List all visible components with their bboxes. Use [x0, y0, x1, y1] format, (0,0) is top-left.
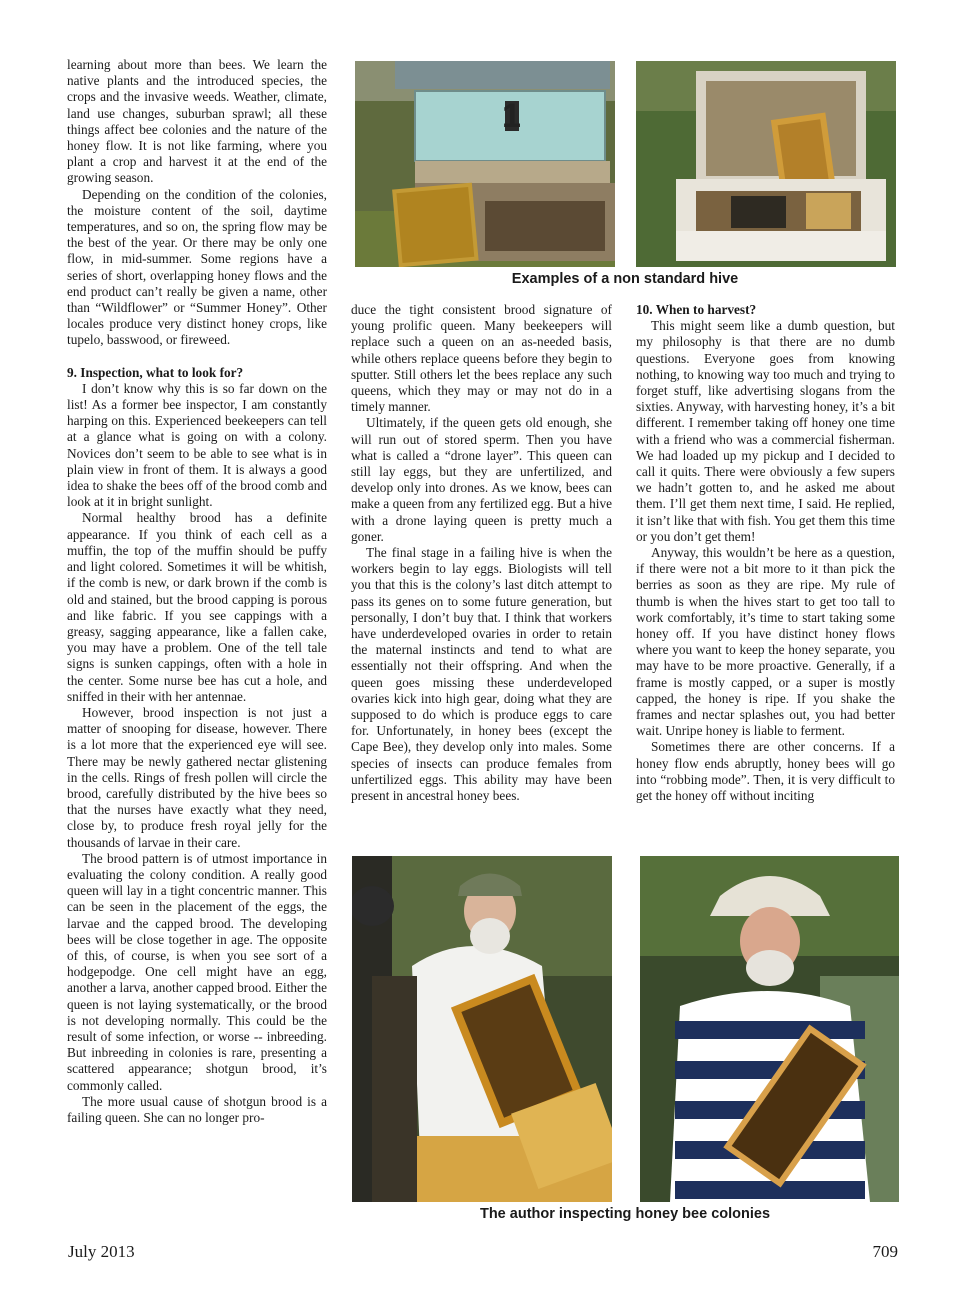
paragraph: Normal healthy brood has a definite appearance. If you think of each cell as a muffin, the top of the muffin should be puffy and light colored. Sometimes it will be whitish, if the comb is new, or dark brown if the comb is old and stained, but the brood capping is porous and like fabric. If you see cappings with a greasy, sagging appearance, like a fallen cake, you may have a problem. One of the tell tale signs is sunken cappings, often with a hole in the center. Some nurse bee has cut a hole, and sniffed in their with her antennae.	[67, 510, 327, 704]
paragraph: Anyway, this wouldn’t be here as a question, if there were not a bit more to it than pick the berries as soon as they are ripe. My rule of thumb is when the hives start to get too tall to work comfortably, it’s time to start taking some honey off. If you have distinct honey flows where you want to keep the honey separate, you may have to be more proactive. Generally, if a frame is mostly capped, or a super is mostly capped, the honey is ripe. If you shake the frames and nectar splashes out, you had better wait. Unripe honey is liable to ferment.	[636, 545, 895, 739]
paragraph: The brood pattern is of utmost importance in evaluating the colony condition. A really good queen will lay in a tight concentric manner. This can be seen in the placement of the eggs, the larvae and the capped brood. The developing bees will be close together in age. The opposite of this, of course, is when you see sort of a hodgepodge. One cell might have an egg, another a larva, another capped brood. Either the queen is not laying systematically, or the brood is not developing normally. This could be the result of some infection, or worse -- inbreeding. But inbreeding in colonies is rare, presenting a scattered appearance; shotgun brood, it’s commonly called.	[67, 850, 327, 1093]
article-column-2	[351, 302, 612, 804]
hive-number-label: 1	[502, 97, 521, 135]
paragraph: However, brood inspection is not just a matter of snooping for disease, however. There is a lot more that the experienced eye will see. There may be newly gathered nectar glistening in the cells. Rings of fresh pollen will circle the brood, carefully distributed by the hive bees so that the nurses have exactly what they need, close by, to produce fresh royal jelly for the thousands of larvae in their care.	[67, 704, 327, 850]
photo-author-striped-shirt	[640, 856, 899, 1202]
caption-bottom: The author inspecting honey bee colonies	[479, 1206, 771, 1222]
photo-hive-numbered	[355, 61, 615, 267]
section-heading-inspection: 9. Inspection, what to look for?	[67, 364, 244, 380]
paragraph: The final stage in a failing hive is when the workers begin to lay eggs. Biologists will tell you that this is the colony’s last ditch attempt to pass its genes on to some future generation, but personally, I don’t buy that. I think that workers have underdeveloped ovaries in order to retain the maternal instincts and tend to what are essentially not their offspring. And when the queen goes missing these underdeveloped ovaries kick into high gear, doing what they are supposed to do which is produce eggs to care for. Unfortunately, in honey bees (except the Cape Bee), they develop only into males. Some species of insects can produce females from unfertilized eggs. This ability may have been present in ancestral honey bees.	[351, 545, 612, 804]
paragraph: The more usual cause of shotgun brood is a failing queen. She can no longer pro-	[67, 1093, 327, 1125]
paragraph: duce the tight consistent brood signature of young prolific queen. Many beekeepers will replace such a queen on an as-needed basis, while others replace queens before they begin to sputter. Still others let the bees replace any such queens, which they may or may not do in a timely manner.	[351, 302, 612, 415]
photo-author-inspecting-frame	[352, 856, 612, 1202]
section-heading-harvest: 10. When to harvest?	[636, 302, 757, 317]
footer-page-number: 709	[872, 1242, 898, 1261]
paragraph: Depending on the condition of the colonies, the moisture content of the soil, daytime temperatures, and so on, the spring flow may be the best of the year. Or there may be only one flow, in mid-summer. Some regions have a series of short, overlapping honey flows and the end product can’t really be given a name, other than “Wildflower” or “Summer Honey”. Other locales produce very distinct honey crops, like tupelo, basswood, or fireweed.	[67, 186, 327, 348]
caption-top: Examples of a non standard hive	[511, 271, 739, 287]
paragraph: Sometimes there are other concerns. If a honey flow ends abruptly, honey bees will go into “robbing mode”. Then, it is very difficult to get the honey off without inciting	[636, 739, 895, 804]
article-column-1	[67, 57, 327, 1126]
paragraph: Ultimately, if the queen gets old enough, she will run out of stored sperm. Then you have what is called a “drone layer”. This queen can still lay eggs, but they are unfertilized, and develop only into drones. As we know, bees can make a queen from any fertilized egg. But a hive with a drone laying queen is pretty much a goner.	[351, 415, 612, 544]
paragraph: learning about more than bees. We learn the native plants and the introduced species, the crops and the invasive weeds. Weather, climate, land use changes, suburban sprawl; all these things affect bee colonies and the nature of the honey flow. It is not like farming, where you plant a crop and harvest it at the end of the growing season.	[67, 57, 327, 186]
article-column-3	[636, 302, 895, 804]
footer-date: July 2013	[68, 1242, 135, 1261]
photo-hive-open	[636, 61, 896, 267]
paragraph: I don’t know why this is so far down on the list! As a former bee inspector, I am constantly harping on this. Experienced beekeepers can tell at a glance what is going on with a colony. Novices don’t seem to be able to see what is in plain view in front of them. It is always a good idea to shake the bees off of the brood comb and look at it in bright sunlight.	[67, 380, 327, 510]
paragraph: This might seem like a dumb question, but my philosophy is that there are no dumb questions. Everyone goes from knowing nothing, to knowing way too much and trying to forget stuff, like advertising slogans from the sixties. Anyway, with harvesting honey, it’s a bit different. I remember taking off honey one time with a friend who was a commercial fisherman. We had loaded up my pickup and I decided to call it quits. There were obviously a few supers we hadn’t gotten to, and he asked me about them. I’ll get them next time, I said. He replied, it isn’t like that with fish. You get them this time or you don’t get them!	[636, 318, 895, 544]
